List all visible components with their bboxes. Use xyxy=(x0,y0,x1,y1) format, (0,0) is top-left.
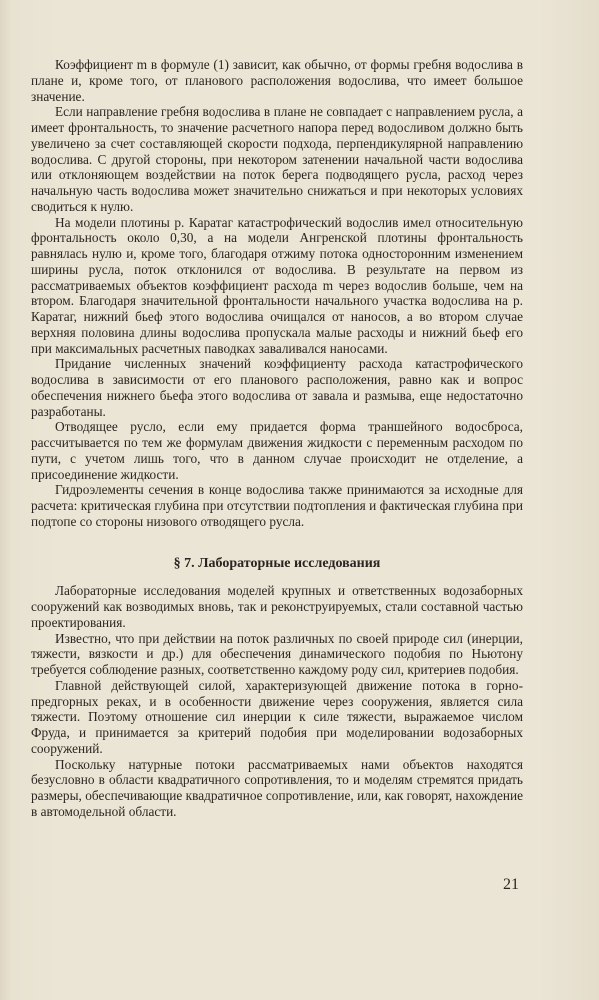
page-number: 21 xyxy=(503,876,519,893)
paragraph-outlet-channel: Отводящее русло, если ему придается форма траншейного водосброса, рассчитывается по тем же формулам движения жидкости с переменным расходом по пути, с учетом лишь того, что в данном случае происходит не отделение, а присоединение жидкости. xyxy=(31,419,523,482)
paragraph-similarity-criteria: Известно, что при действии на поток различных по своей природе сил (инерции, тяжести, вязкости и др.) для обеспечения динамического подобия по Ньютону требуется соблюдение разных, соответственно каждому роду сил, критериев подобия. xyxy=(31,630,523,677)
paragraph-gravity-force: Главной действующей силой, характеризующей движение потока в горно-предгорных реках, и в особенности движение через сооружения, является сила тяжести. Поэтому отношение сил инерции к силе тяжести, выражаемое числом Фруда, и принимается за критерий подобия при моделировании водозаборных сооружений. xyxy=(31,677,523,756)
paragraph-formula-coefficient: Коэффициент m в формуле (1) зависит, как обычно, от формы гребня водослива в плане и, кроме того, от планового расположения водослива, что имеет большое значение. xyxy=(31,57,523,104)
paragraph-discharge-values: Придание численных значений коэффициенту расхода катастрофического водослива в зависимости от его планового расположения, равно как и вопрос обеспечения нижнего бьефа этого водослива от завала и размыва, еще недостаточно разработаны. xyxy=(31,356,523,419)
paragraph-quadratic-resistance: Поскольку натурные потоки рассматриваемых нами объектов находятся безусловно в области квадратичного сопротивления, то и моделям стремятся придать размеры, обеспечивающие квадратичное сопротивление, или, как говорят, нахождение в автомодельной области. xyxy=(31,756,523,819)
paragraph-lab-research: Лабораторные исследования моделей крупных и ответственных водозаборных сооружений как возводимых вновь, так и реконструируемых, стали составной частью проектирования. xyxy=(31,583,523,630)
paragraph-crest-direction: Если направление гребня водослива в плане не совпадает с направлением русла, а имеет фронтальность, то значение расчетного напора перед водосливом должно быть увеличено за счет составляющей скорости подхода, перпендикулярной направлению водослива. С другой стороны, при некотором затенении начальной части водослива или отклоняющем воздействии на поток берега подводящего русла, расход через начальную часть водослива может значительно снижаться и при некоторых условиях сводиться к нулю. xyxy=(31,104,523,214)
paragraph-karatag-model: На модели плотины р. Каратаг катастрофический водослив имел относительную фронтальность около 0,30, а на модели Ангренской плотины фронтальность равнялась нулю и, кроме того, благодаря отжиму потока односторонним изменением ширины русла, поток отклонился от водослива. В результате на первом из рассматриваемых объектов коэффициент расхода m через водослив больше, чем на втором. Благодаря значительной фронтальности начального участка водослива на р. Каратаг, нижний бьеф этого водослива очищался от наносов, а во втором случае верхняя половина длины водослива пропускала малые расходы и нижний бьеф его при максимальных расчетных паводках заваливался наносами. xyxy=(31,214,523,356)
paragraph-hydro-elements: Гидроэлементы сечения в конце водослива также принимаются за исходные для расчета: критическая глубина при отсутствии подтопления и фактическая глубина при подтопе со стороны низового отводящего русла. xyxy=(31,482,523,529)
section-heading: § 7. Лабораторные исследования xyxy=(173,555,381,571)
page-text xyxy=(31,57,523,820)
